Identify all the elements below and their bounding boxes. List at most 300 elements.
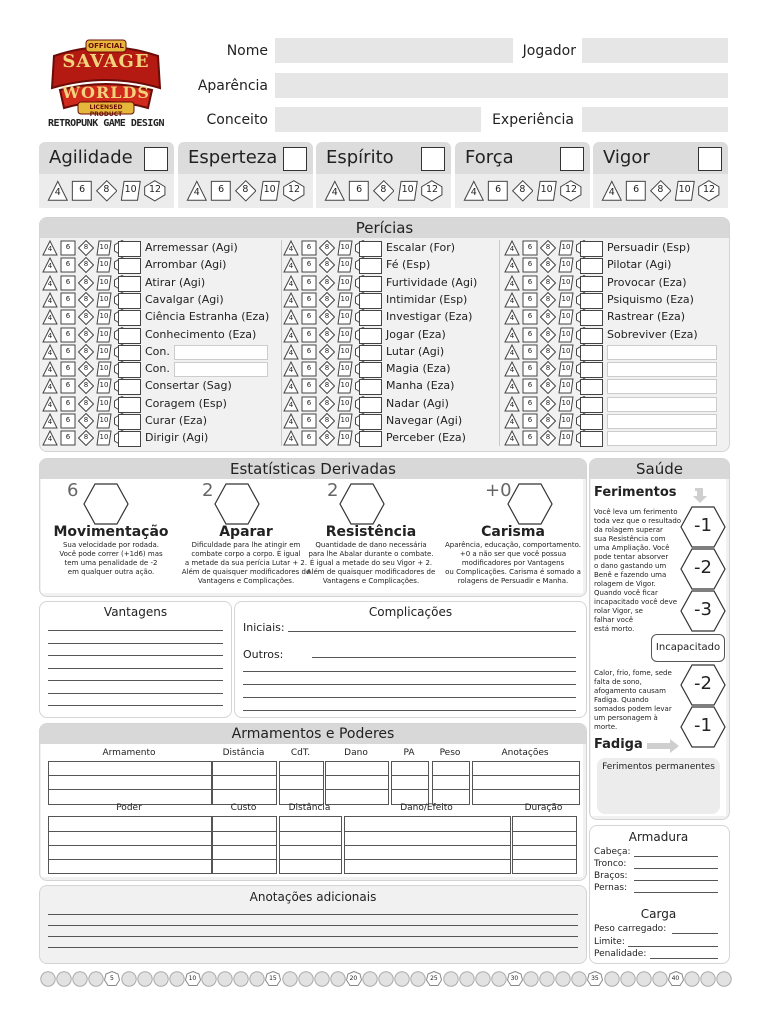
die-d4[interactable]: 4 <box>324 180 346 202</box>
custom-skill-input[interactable] <box>607 414 717 429</box>
die-d8[interactable]: 8 <box>319 257 335 273</box>
track-circle[interactable] <box>362 971 377 986</box>
track-circle[interactable] <box>571 971 586 986</box>
die-d10[interactable]: 10 <box>558 292 574 308</box>
wound-hexagon[interactable] <box>680 664 726 704</box>
hindrance-line[interactable] <box>243 710 576 711</box>
attribute-checkbox[interactable] <box>283 147 307 171</box>
die-d10[interactable]: 10 <box>536 180 558 202</box>
skill-checkbox[interactable] <box>118 276 141 292</box>
die-d10[interactable]: 10 <box>558 378 574 394</box>
track-circle[interactable] <box>298 971 313 986</box>
die-d8[interactable]: 8 <box>78 430 94 446</box>
die-d10[interactable]: 10 <box>96 327 112 343</box>
skill-checkbox[interactable] <box>118 414 141 430</box>
armor-input[interactable] <box>634 868 718 869</box>
die-d10[interactable]: 10 <box>96 257 112 273</box>
die-d8[interactable]: 8 <box>540 309 556 325</box>
die-d6[interactable]: 6 <box>60 257 76 273</box>
track-circle[interactable] <box>330 971 345 986</box>
die-d8[interactable]: 8 <box>319 275 335 291</box>
die-d10[interactable]: 10 <box>558 257 574 273</box>
edge-line[interactable] <box>48 668 223 669</box>
die-d6[interactable]: 6 <box>60 430 76 446</box>
hexagon-icon[interactable] <box>83 482 129 526</box>
die-d4[interactable]: 4 <box>504 275 520 291</box>
die-d4[interactable]: 4 <box>283 396 299 412</box>
track-circle[interactable] <box>40 971 55 986</box>
die-d4[interactable]: 4 <box>42 327 58 343</box>
edge-line[interactable] <box>48 643 223 644</box>
armor-input[interactable] <box>634 856 718 857</box>
die-d10[interactable]: 10 <box>558 327 574 343</box>
die-d6[interactable]: 6 <box>301 430 317 446</box>
hindrance-line[interactable] <box>243 697 576 698</box>
die-d6[interactable]: 6 <box>522 361 538 377</box>
die-d8[interactable]: 8 <box>540 396 556 412</box>
die-d8[interactable]: 8 <box>319 396 335 412</box>
track-circle[interactable] <box>394 971 409 986</box>
die-d6[interactable]: 6 <box>60 396 76 412</box>
die-d8[interactable]: 8 <box>78 240 94 256</box>
edge-line[interactable] <box>48 630 223 631</box>
die-d4[interactable]: 4 <box>283 275 299 291</box>
die-d10[interactable]: 10 <box>337 361 353 377</box>
die-d6[interactable]: 6 <box>522 413 538 429</box>
track-circle[interactable] <box>314 971 329 986</box>
die-d10[interactable]: 10 <box>96 292 112 308</box>
die-d10[interactable]: 10 <box>96 413 112 429</box>
track-circle[interactable] <box>201 971 216 986</box>
die-d6[interactable]: 6 <box>522 378 538 394</box>
experience-input[interactable] <box>582 107 728 132</box>
track-circle[interactable] <box>491 971 506 986</box>
skill-checkbox[interactable] <box>580 379 603 395</box>
track-circle[interactable] <box>475 971 490 986</box>
die-d6[interactable]: 6 <box>348 180 370 202</box>
die-d4[interactable]: 4 <box>504 396 520 412</box>
load-input[interactable] <box>628 946 718 947</box>
die-d6[interactable]: 6 <box>60 327 76 343</box>
die-d6[interactable]: 6 <box>522 257 538 273</box>
hexagon-icon[interactable] <box>507 482 553 526</box>
wound-hexagon[interactable] <box>680 548 726 588</box>
skill-checkbox[interactable] <box>118 379 141 395</box>
die-d8[interactable]: 8 <box>78 413 94 429</box>
track-circle[interactable] <box>137 971 152 986</box>
die-d8[interactable]: 8 <box>540 327 556 343</box>
die-d6[interactable]: 6 <box>522 309 538 325</box>
skill-checkbox[interactable] <box>359 379 382 395</box>
die-d4[interactable]: 4 <box>504 309 520 325</box>
die-d10[interactable]: 10 <box>96 396 112 412</box>
die-d8[interactable]: 8 <box>78 257 94 273</box>
skill-checkbox[interactable] <box>580 362 603 378</box>
die-d6[interactable]: 6 <box>210 180 232 202</box>
knowledge-input[interactable] <box>174 362 268 377</box>
load-input[interactable] <box>650 958 718 959</box>
die-d10[interactable]: 10 <box>558 413 574 429</box>
die-d4[interactable]: 4 <box>283 327 299 343</box>
skill-checkbox[interactable] <box>580 276 603 292</box>
die-d4[interactable]: 4 <box>47 180 69 202</box>
die-d4[interactable]: 4 <box>504 361 520 377</box>
skill-checkbox[interactable] <box>580 241 603 257</box>
die-d4[interactable]: 4 <box>283 309 299 325</box>
skill-checkbox[interactable] <box>359 431 382 447</box>
track-circle[interactable] <box>652 971 667 986</box>
die-d6[interactable]: 6 <box>60 275 76 291</box>
die-d10[interactable]: 10 <box>96 240 112 256</box>
die-d4[interactable]: 4 <box>283 240 299 256</box>
die-d10[interactable]: 10 <box>558 240 574 256</box>
track-marker[interactable] <box>346 971 361 986</box>
die-d6[interactable]: 6 <box>301 378 317 394</box>
die-d6[interactable]: 6 <box>301 327 317 343</box>
armor-input[interactable] <box>634 892 718 893</box>
die-d4[interactable]: 4 <box>42 396 58 412</box>
track-circle[interactable] <box>217 971 232 986</box>
die-d10[interactable]: 10 <box>558 275 574 291</box>
die-d6[interactable]: 6 <box>522 430 538 446</box>
die-d4[interactable]: 4 <box>504 430 520 446</box>
die-d6[interactable]: 6 <box>625 180 647 202</box>
die-d10[interactable]: 10 <box>558 361 574 377</box>
die-d6[interactable]: 6 <box>301 309 317 325</box>
die-d6[interactable]: 6 <box>301 413 317 429</box>
skill-checkbox[interactable] <box>580 397 603 413</box>
track-circle[interactable] <box>56 971 71 986</box>
die-d10[interactable]: 10 <box>337 240 353 256</box>
die-d6[interactable]: 6 <box>522 275 538 291</box>
appearance-input[interactable] <box>275 73 728 98</box>
die-d6[interactable]: 6 <box>522 344 538 360</box>
die-d10[interactable]: 10 <box>337 344 353 360</box>
track-marker[interactable] <box>507 971 522 986</box>
hindrance-line[interactable] <box>312 657 576 658</box>
track-marker[interactable] <box>104 971 119 986</box>
die-d6[interactable]: 6 <box>522 327 538 343</box>
die-d6[interactable]: 6 <box>60 309 76 325</box>
skill-checkbox[interactable] <box>118 293 141 309</box>
die-d4[interactable]: 4 <box>283 344 299 360</box>
skill-checkbox[interactable] <box>359 258 382 274</box>
knowledge-input[interactable] <box>174 345 268 360</box>
track-circle[interactable] <box>636 971 651 986</box>
wound-hexagon[interactable] <box>680 506 726 546</box>
die-d10[interactable]: 10 <box>337 257 353 273</box>
skill-checkbox[interactable] <box>359 293 382 309</box>
die-d4[interactable]: 4 <box>504 344 520 360</box>
weapon-cell[interactable] <box>212 761 277 805</box>
skill-checkbox[interactable] <box>118 241 141 257</box>
die-d10[interactable]: 10 <box>558 396 574 412</box>
track-circle[interactable] <box>716 971 731 986</box>
die-d6[interactable]: 6 <box>301 275 317 291</box>
weapon-cell[interactable] <box>325 761 389 805</box>
die-d12[interactable]: 12 <box>560 180 582 202</box>
die-d8[interactable]: 8 <box>540 292 556 308</box>
die-d4[interactable]: 4 <box>504 240 520 256</box>
wound-hexagon[interactable] <box>680 590 726 630</box>
die-d4[interactable]: 4 <box>283 361 299 377</box>
die-d10[interactable]: 10 <box>674 180 696 202</box>
die-d4[interactable]: 4 <box>42 309 58 325</box>
skill-checkbox[interactable] <box>118 258 141 274</box>
die-d6[interactable]: 6 <box>60 361 76 377</box>
power-cell[interactable] <box>512 816 577 874</box>
hindrance-line[interactable] <box>243 684 576 685</box>
die-d4[interactable]: 4 <box>283 413 299 429</box>
die-d8[interactable]: 8 <box>319 292 335 308</box>
hexagon-icon[interactable] <box>214 482 260 526</box>
hindrance-line[interactable] <box>243 671 576 672</box>
die-d4[interactable]: 4 <box>504 413 520 429</box>
die-d4[interactable]: 4 <box>283 430 299 446</box>
die-d12[interactable]: 12 <box>144 180 166 202</box>
die-d6[interactable]: 6 <box>60 240 76 256</box>
die-d10[interactable]: 10 <box>96 361 112 377</box>
track-circle[interactable] <box>169 971 184 986</box>
skill-checkbox[interactable] <box>580 310 603 326</box>
power-cell[interactable] <box>344 816 511 874</box>
name-input[interactable] <box>275 38 513 63</box>
weapon-cell[interactable] <box>391 761 429 805</box>
die-d8[interactable]: 8 <box>540 275 556 291</box>
die-d6[interactable]: 6 <box>60 292 76 308</box>
track-circle[interactable] <box>88 971 103 986</box>
die-d8[interactable]: 8 <box>319 430 335 446</box>
power-cell[interactable] <box>212 816 277 874</box>
attribute-checkbox[interactable] <box>698 147 722 171</box>
die-d10[interactable]: 10 <box>96 378 112 394</box>
skill-checkbox[interactable] <box>359 328 382 344</box>
track-circle[interactable] <box>121 971 136 986</box>
track-circle[interactable] <box>249 971 264 986</box>
skill-checkbox[interactable] <box>359 276 382 292</box>
die-d6[interactable]: 6 <box>301 257 317 273</box>
die-d4[interactable]: 4 <box>504 327 520 343</box>
track-circle[interactable] <box>378 971 393 986</box>
die-d6[interactable]: 6 <box>301 240 317 256</box>
track-circle[interactable] <box>443 971 458 986</box>
die-d6[interactable]: 6 <box>522 396 538 412</box>
track-circle[interactable] <box>684 971 699 986</box>
die-d10[interactable]: 10 <box>558 430 574 446</box>
die-d4[interactable]: 4 <box>42 378 58 394</box>
die-d10[interactable]: 10 <box>397 180 419 202</box>
skill-checkbox[interactable] <box>118 362 141 378</box>
skill-checkbox[interactable] <box>580 414 603 430</box>
die-d4[interactable]: 4 <box>463 180 485 202</box>
note-line[interactable] <box>48 914 578 915</box>
die-d4[interactable]: 4 <box>186 180 208 202</box>
hexagon-icon[interactable] <box>339 482 385 526</box>
die-d6[interactable]: 6 <box>522 292 538 308</box>
die-d10[interactable]: 10 <box>337 275 353 291</box>
permanent-injuries-box[interactable] <box>597 758 720 814</box>
power-cell[interactable] <box>279 816 342 874</box>
note-line[interactable] <box>48 936 578 937</box>
die-d8[interactable]: 8 <box>540 240 556 256</box>
die-d4[interactable]: 4 <box>42 240 58 256</box>
track-circle[interactable] <box>72 971 87 986</box>
track-marker[interactable] <box>185 971 200 986</box>
skill-checkbox[interactable] <box>118 328 141 344</box>
die-d8[interactable]: 8 <box>319 378 335 394</box>
die-d8[interactable]: 8 <box>540 344 556 360</box>
die-d4[interactable]: 4 <box>42 257 58 273</box>
die-d8[interactable]: 8 <box>540 413 556 429</box>
power-cell[interactable] <box>48 816 212 874</box>
skill-checkbox[interactable] <box>580 328 603 344</box>
skill-checkbox[interactable] <box>118 345 141 361</box>
die-d10[interactable]: 10 <box>96 344 112 360</box>
incapacitated-box[interactable]: Incapacitado <box>651 634 725 662</box>
die-d12[interactable]: 12 <box>283 180 305 202</box>
edge-line[interactable] <box>48 655 223 656</box>
die-d8[interactable]: 8 <box>319 327 335 343</box>
die-d6[interactable]: 6 <box>487 180 509 202</box>
track-circle[interactable] <box>410 971 425 986</box>
die-d8[interactable]: 8 <box>235 180 257 202</box>
die-d4[interactable]: 4 <box>283 257 299 273</box>
track-circle[interactable] <box>459 971 474 986</box>
die-d10[interactable]: 10 <box>120 180 142 202</box>
note-line[interactable] <box>48 947 578 948</box>
die-d10[interactable]: 10 <box>96 275 112 291</box>
die-d10[interactable]: 10 <box>337 327 353 343</box>
die-d6[interactable]: 6 <box>301 344 317 360</box>
skill-checkbox[interactable] <box>580 431 603 447</box>
load-input[interactable] <box>672 933 718 934</box>
die-d8[interactable]: 8 <box>78 275 94 291</box>
die-d8[interactable]: 8 <box>319 309 335 325</box>
die-d8[interactable]: 8 <box>319 413 335 429</box>
die-d12[interactable]: 12 <box>698 180 720 202</box>
die-d4[interactable]: 4 <box>42 413 58 429</box>
die-d4[interactable]: 4 <box>42 361 58 377</box>
edge-line[interactable] <box>48 705 223 706</box>
die-d10[interactable]: 10 <box>337 413 353 429</box>
skill-checkbox[interactable] <box>580 345 603 361</box>
track-circle[interactable] <box>700 971 715 986</box>
skill-checkbox[interactable] <box>118 310 141 326</box>
die-d8[interactable]: 8 <box>78 292 94 308</box>
die-d4[interactable]: 4 <box>504 292 520 308</box>
weapon-cell[interactable] <box>279 761 324 805</box>
skill-checkbox[interactable] <box>359 414 382 430</box>
hindrance-line[interactable] <box>288 631 576 632</box>
track-circle[interactable] <box>620 971 635 986</box>
die-d4[interactable]: 4 <box>283 378 299 394</box>
die-d10[interactable]: 10 <box>96 309 112 325</box>
weapon-cell[interactable] <box>432 761 470 805</box>
die-d8[interactable]: 8 <box>78 309 94 325</box>
die-d6[interactable]: 6 <box>301 396 317 412</box>
die-d8[interactable]: 8 <box>78 361 94 377</box>
die-d10[interactable]: 10 <box>259 180 281 202</box>
custom-skill-input[interactable] <box>607 431 717 446</box>
skill-checkbox[interactable] <box>580 258 603 274</box>
die-d8[interactable]: 8 <box>540 361 556 377</box>
die-d6[interactable]: 6 <box>301 361 317 377</box>
die-d8[interactable]: 8 <box>96 180 118 202</box>
die-d8[interactable]: 8 <box>78 344 94 360</box>
wound-hexagon[interactable] <box>680 706 726 746</box>
track-circle[interactable] <box>604 971 619 986</box>
die-d10[interactable]: 10 <box>337 378 353 394</box>
die-d8[interactable]: 8 <box>373 180 395 202</box>
track-circle[interactable] <box>153 971 168 986</box>
track-marker[interactable] <box>426 971 441 986</box>
die-d8[interactable]: 8 <box>78 378 94 394</box>
custom-skill-input[interactable] <box>607 397 717 412</box>
attribute-checkbox[interactable] <box>560 147 584 171</box>
die-d8[interactable]: 8 <box>78 396 94 412</box>
die-d10[interactable]: 10 <box>337 430 353 446</box>
die-d10[interactable]: 10 <box>96 430 112 446</box>
die-d8[interactable]: 8 <box>319 344 335 360</box>
die-d6[interactable]: 6 <box>301 292 317 308</box>
die-d8[interactable]: 8 <box>540 430 556 446</box>
weapon-cell[interactable] <box>48 761 212 805</box>
die-d10[interactable]: 10 <box>337 309 353 325</box>
die-d6[interactable]: 6 <box>522 240 538 256</box>
die-d8[interactable]: 8 <box>319 240 335 256</box>
die-d6[interactable]: 6 <box>60 344 76 360</box>
track-marker[interactable] <box>668 971 683 986</box>
custom-skill-input[interactable] <box>607 345 717 360</box>
track-circle[interactable] <box>233 971 248 986</box>
weapon-cell[interactable] <box>472 761 580 805</box>
die-d4[interactable]: 4 <box>42 430 58 446</box>
concept-input[interactable] <box>275 107 481 132</box>
skill-checkbox[interactable] <box>359 241 382 257</box>
die-d10[interactable]: 10 <box>558 309 574 325</box>
track-circle[interactable] <box>555 971 570 986</box>
player-input[interactable] <box>582 38 728 63</box>
track-marker[interactable] <box>587 971 602 986</box>
track-marker[interactable] <box>265 971 280 986</box>
skill-checkbox[interactable] <box>118 431 141 447</box>
die-d4[interactable]: 4 <box>283 292 299 308</box>
die-d10[interactable]: 10 <box>337 396 353 412</box>
die-d8[interactable]: 8 <box>650 180 672 202</box>
armor-input[interactable] <box>634 880 718 881</box>
die-d6[interactable]: 6 <box>60 413 76 429</box>
die-d8[interactable]: 8 <box>319 361 335 377</box>
custom-skill-input[interactable] <box>607 379 717 394</box>
skill-checkbox[interactable] <box>359 397 382 413</box>
die-d6[interactable]: 6 <box>60 378 76 394</box>
edge-line[interactable] <box>48 680 223 681</box>
die-d8[interactable]: 8 <box>512 180 534 202</box>
note-line[interactable] <box>48 925 578 926</box>
skill-checkbox[interactable] <box>359 362 382 378</box>
custom-skill-input[interactable] <box>607 362 717 377</box>
attribute-checkbox[interactable] <box>421 147 445 171</box>
skill-checkbox[interactable] <box>118 397 141 413</box>
die-d8[interactable]: 8 <box>540 378 556 394</box>
die-d10[interactable]: 10 <box>558 344 574 360</box>
skill-checkbox[interactable] <box>359 345 382 361</box>
die-d4[interactable]: 4 <box>504 378 520 394</box>
die-d4[interactable]: 4 <box>42 275 58 291</box>
track-circle[interactable] <box>539 971 554 986</box>
die-d12[interactable]: 12 <box>421 180 443 202</box>
skill-checkbox[interactable] <box>580 293 603 309</box>
